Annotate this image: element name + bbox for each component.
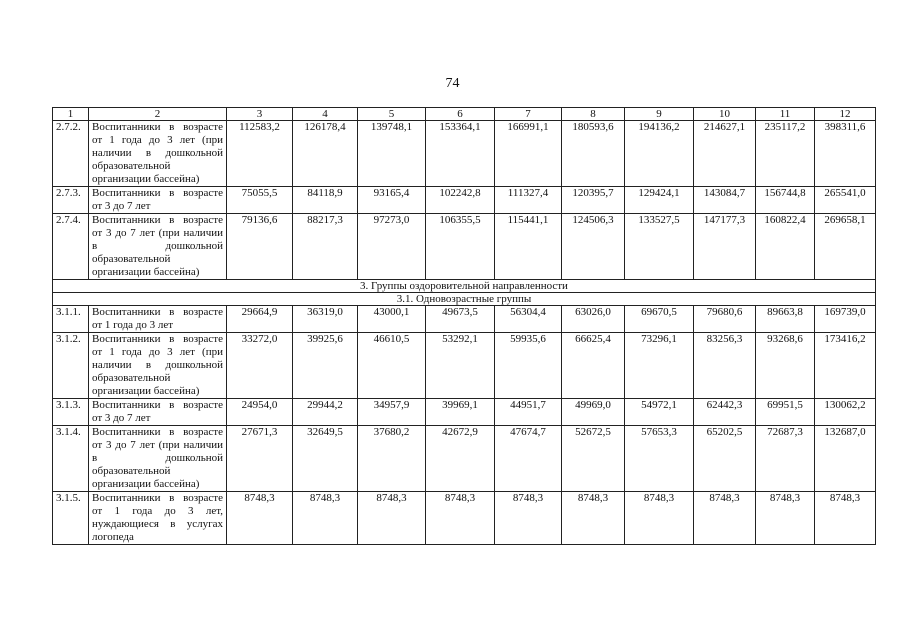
row-code: 3.1.5.: [53, 492, 89, 545]
table-row: [53, 399, 876, 426]
page-number: 74: [445, 76, 460, 91]
row-value: 126178,4: [293, 121, 358, 187]
row-value: 8748,3: [756, 492, 815, 545]
row-value: 54972,1: [625, 399, 694, 426]
row-value: 8748,3: [227, 492, 293, 545]
row-description: Воспитанники в возрасте от 3 до 7 лет: [89, 187, 227, 214]
row-value: 33272,0: [227, 333, 293, 399]
row-code: 3.1.3.: [53, 399, 89, 426]
table-row: [53, 214, 876, 280]
row-description: Воспитанники в возрасте от 3 до 7 лет (при наличии в дошкольной образовательной организации бассейна): [89, 214, 227, 280]
row-value: 214627,1: [694, 121, 756, 187]
row-value: 44951,7: [495, 399, 562, 426]
row-value: 39969,1: [426, 399, 495, 426]
row-value: 235117,2: [756, 121, 815, 187]
row-value: 173416,2: [815, 333, 876, 399]
row-value: 147177,3: [694, 214, 756, 280]
row-code: 2.7.2.: [53, 121, 89, 187]
table-row: [53, 426, 876, 492]
row-value: 133527,5: [625, 214, 694, 280]
row-value: 93165,4: [358, 187, 426, 214]
row-value: 63026,0: [562, 306, 625, 333]
row-value: 169739,0: [815, 306, 876, 333]
column-number-header: 1: [53, 108, 89, 121]
row-value: 84118,9: [293, 187, 358, 214]
row-value: 180593,6: [562, 121, 625, 187]
column-number-header: 6: [426, 108, 495, 121]
row-value: 39925,6: [293, 333, 358, 399]
row-value: 88217,3: [293, 214, 358, 280]
column-number-header: 11: [756, 108, 815, 121]
row-value: 8748,3: [426, 492, 495, 545]
table-row: [53, 333, 876, 399]
row-code: 3.1.1.: [53, 306, 89, 333]
row-value: 265541,0: [815, 187, 876, 214]
column-number-header: 9: [625, 108, 694, 121]
column-number-header: 10: [694, 108, 756, 121]
row-code: 2.7.3.: [53, 187, 89, 214]
row-value: 8748,3: [694, 492, 756, 545]
row-value: 153364,1: [426, 121, 495, 187]
row-value: 129424,1: [625, 187, 694, 214]
row-value: 49969,0: [562, 399, 625, 426]
column-number-header: 3: [227, 108, 293, 121]
row-value: 47674,7: [495, 426, 562, 492]
column-number-header: 7: [495, 108, 562, 121]
column-number-header: 4: [293, 108, 358, 121]
row-value: 120395,7: [562, 187, 625, 214]
row-value: 194136,2: [625, 121, 694, 187]
row-value: 79680,6: [694, 306, 756, 333]
column-number-row: [53, 108, 876, 121]
row-value: 53292,1: [426, 333, 495, 399]
row-value: 398311,6: [815, 121, 876, 187]
table-row: [53, 306, 876, 333]
row-description: Воспитанники в возрасте от 1 года до 3 лет: [89, 306, 227, 333]
row-value: 8748,3: [293, 492, 358, 545]
row-value: 115441,1: [495, 214, 562, 280]
row-value: 24954,0: [227, 399, 293, 426]
row-value: 79136,6: [227, 214, 293, 280]
row-value: 83256,3: [694, 333, 756, 399]
row-value: 29664,9: [227, 306, 293, 333]
table-row: [53, 121, 876, 187]
column-number-header: 2: [89, 108, 227, 121]
row-value: 93268,6: [756, 333, 815, 399]
row-value: 62442,3: [694, 399, 756, 426]
column-number-header: 12: [815, 108, 876, 121]
row-value: 27671,3: [227, 426, 293, 492]
row-value: 69670,5: [625, 306, 694, 333]
row-value: 106355,5: [426, 214, 495, 280]
row-value: 57653,3: [625, 426, 694, 492]
row-value: 166991,1: [495, 121, 562, 187]
row-description: Воспитанники в возрасте от 1 года до 3 лет (при наличии в дошкольной образовательной организации бассейна): [89, 333, 227, 399]
row-value: 8748,3: [562, 492, 625, 545]
row-value: 37680,2: [358, 426, 426, 492]
row-value: 66625,4: [562, 333, 625, 399]
row-value: 139748,1: [358, 121, 426, 187]
section-title: 3. Группы оздоровительной направленности: [53, 280, 876, 293]
row-value: 143084,7: [694, 187, 756, 214]
row-value: 43000,1: [358, 306, 426, 333]
row-value: 46610,5: [358, 333, 426, 399]
table-row: [53, 187, 876, 214]
row-value: 36319,0: [293, 306, 358, 333]
row-value: 8748,3: [495, 492, 562, 545]
row-value: 73296,1: [625, 333, 694, 399]
row-value: 32649,5: [293, 426, 358, 492]
row-value: 132687,0: [815, 426, 876, 492]
row-value: 59935,6: [495, 333, 562, 399]
row-value: 42672,9: [426, 426, 495, 492]
row-value: 156744,8: [756, 187, 815, 214]
row-description: Воспитанники в возрасте от 3 до 7 лет (при наличии в дошкольной образовательной организации бассейна): [89, 426, 227, 492]
row-description: Воспитанники в возрасте от 3 до 7 лет: [89, 399, 227, 426]
row-value: 89663,8: [756, 306, 815, 333]
row-value: 130062,2: [815, 399, 876, 426]
table-row: [53, 492, 876, 545]
row-description: Воспитанники в возрасте от 1 года до 3 лет (при наличии в дошкольной образовательной организации бассейна): [89, 121, 227, 187]
row-value: 49673,5: [426, 306, 495, 333]
row-code: 2.7.4.: [53, 214, 89, 280]
column-number-header: 8: [562, 108, 625, 121]
row-value: 56304,4: [495, 306, 562, 333]
row-value: 112583,2: [227, 121, 293, 187]
subsection-title: 3.1. Одновозрастные группы: [53, 293, 876, 306]
tariff-table: [52, 107, 876, 545]
row-value: 111327,4: [495, 187, 562, 214]
row-value: 29944,2: [293, 399, 358, 426]
row-value: 8748,3: [815, 492, 876, 545]
row-code: 3.1.2.: [53, 333, 89, 399]
row-value: 34957,9: [358, 399, 426, 426]
row-value: 8748,3: [358, 492, 426, 545]
row-value: 52672,5: [562, 426, 625, 492]
table-body: [53, 121, 876, 545]
row-value: 124506,3: [562, 214, 625, 280]
row-value: 65202,5: [694, 426, 756, 492]
row-value: 72687,3: [756, 426, 815, 492]
row-description: Воспитанники в возрасте от 1 года до 3 лет, нуждающиеся в услугах логопеда: [89, 492, 227, 545]
row-value: 8748,3: [625, 492, 694, 545]
row-value: 269658,1: [815, 214, 876, 280]
row-value: 97273,0: [358, 214, 426, 280]
column-number-header: 5: [358, 108, 426, 121]
row-code: 3.1.4.: [53, 426, 89, 492]
row-value: 160822,4: [756, 214, 815, 280]
row-value: 102242,8: [426, 187, 495, 214]
row-value: 69951,5: [756, 399, 815, 426]
row-value: 75055,5: [227, 187, 293, 214]
